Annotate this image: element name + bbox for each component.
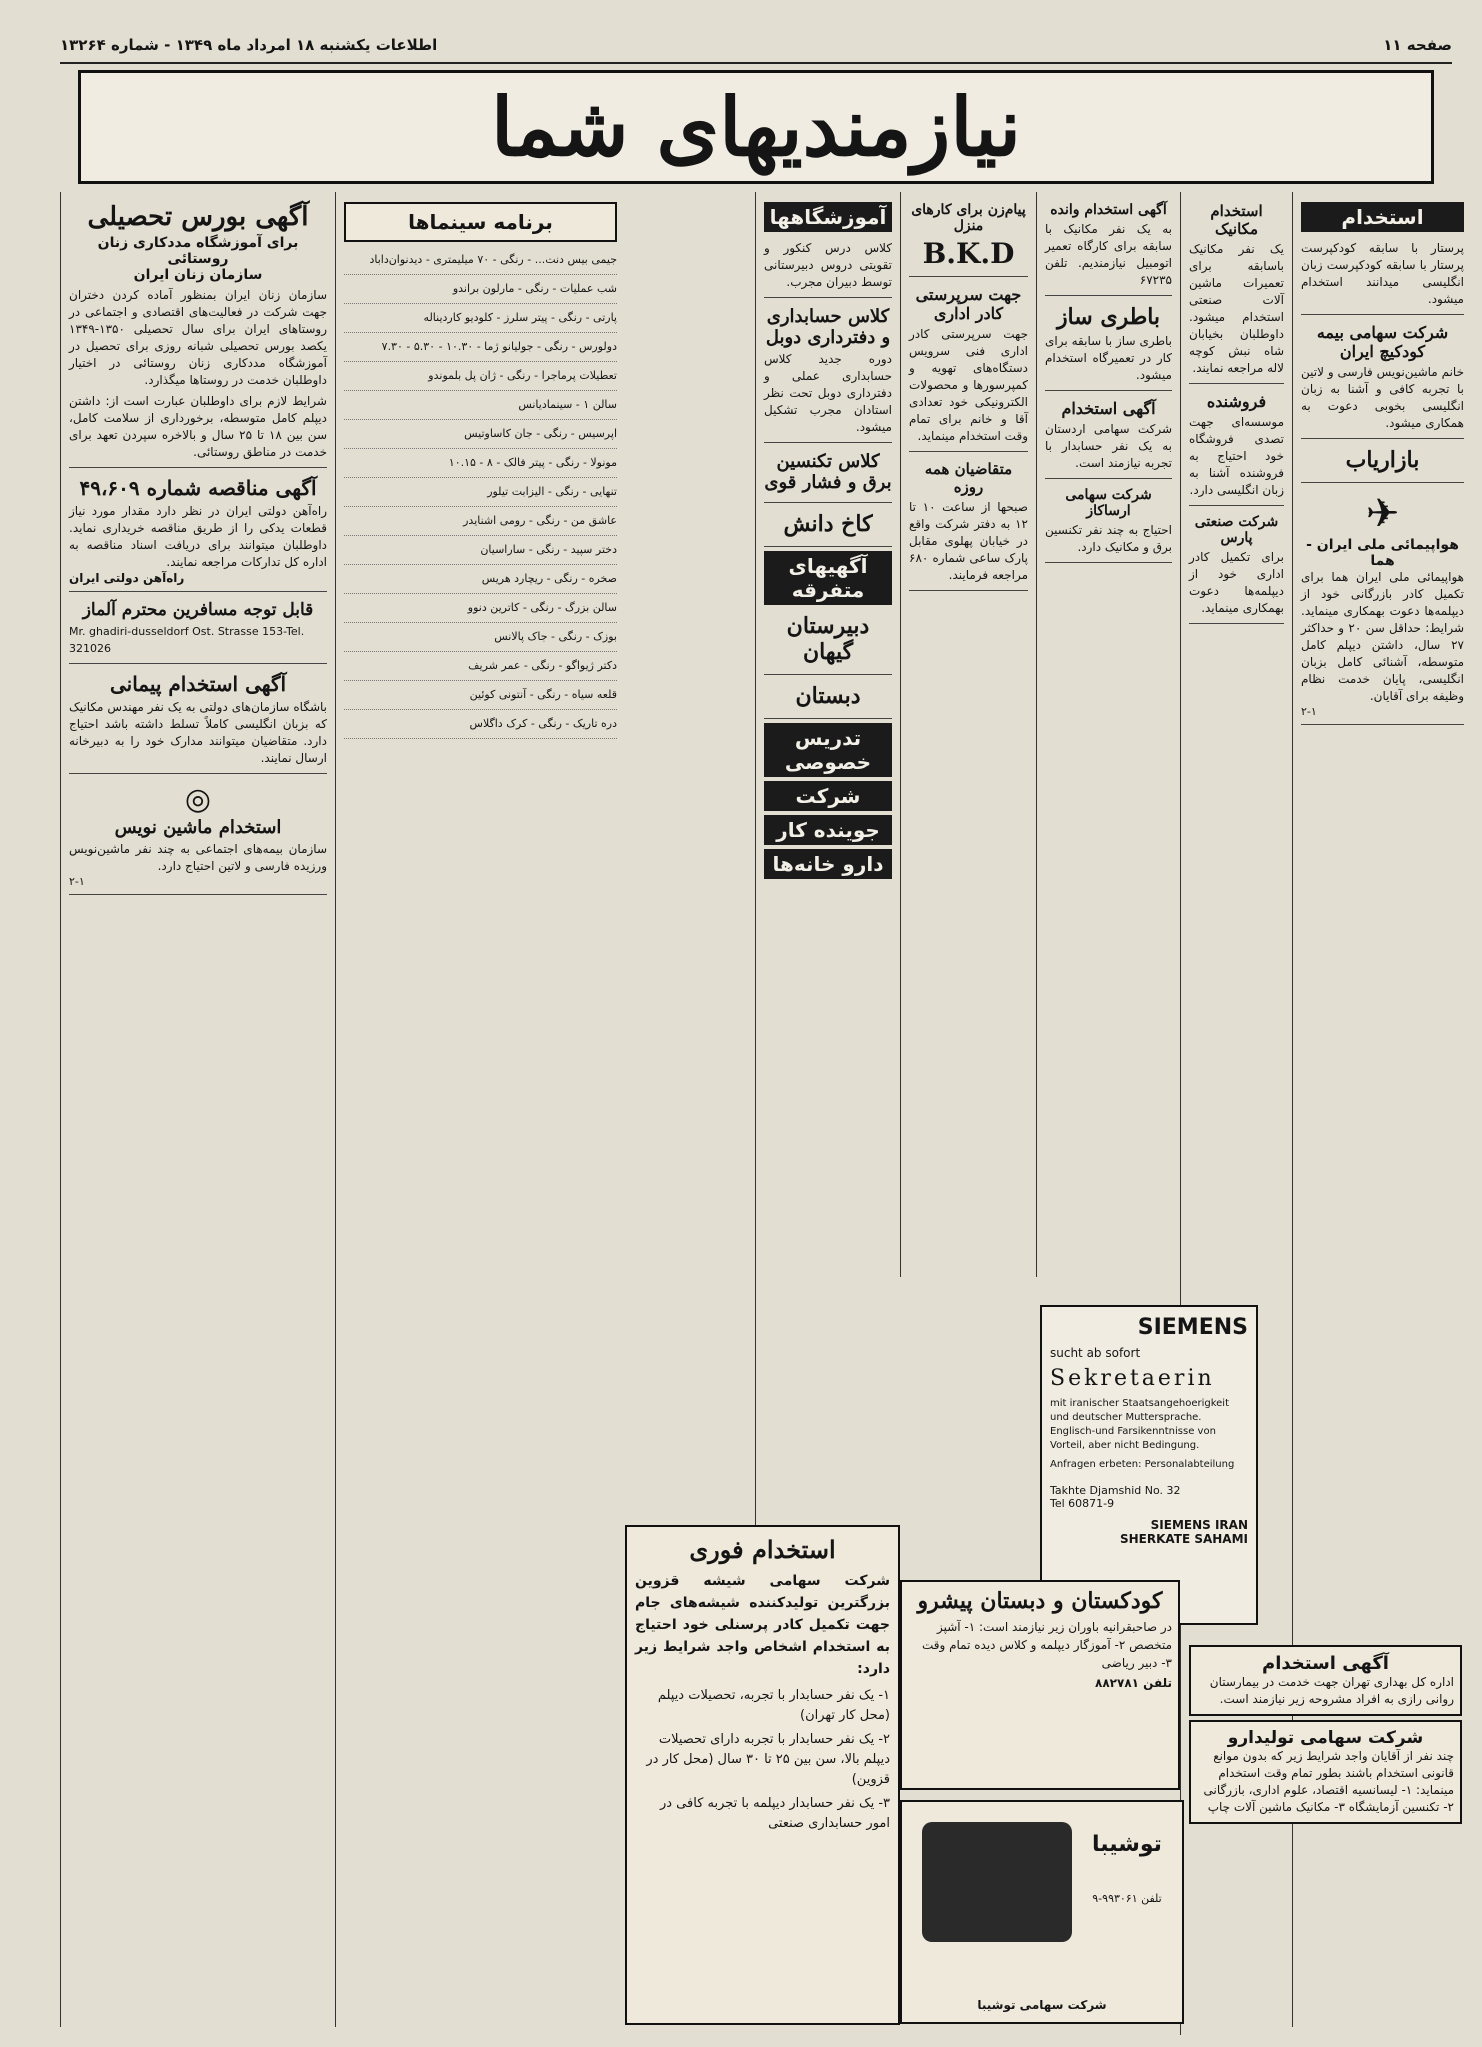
- contract-hiring-ad: آگهی استخدام پیمانی باشگاه سازمان‌های دولتی به یک نفر مهندس مکانیک که بزبان انگلیسی کاملاً تسلط داشته باشد احتیاج دارد. متقاضیان میتوانند مدارک خود را به دبیرخانه ارسال نمایند.: [69, 668, 327, 774]
- col4-ad-3: متقاضیان همه روزه صبحها از ساعت ۱۰ تا ۱۲ به دفتر شرکت واقع در خیابان پهلوی مقابل پارک ساعی شماره ۶۸۰ مراجعه فرمایند.: [909, 456, 1028, 591]
- col5-ad-4: کاخ دانش: [764, 507, 892, 547]
- tv-screen-icon: [922, 1822, 1072, 1942]
- cinema-listing: دولورس - رنگی - جولیانو ژما - ۱۰.۳۰ - ۵.۳۰ - ۷.۳۰: [344, 333, 617, 362]
- cinema-listing: جیمی بیس دنت... - رنگی - ۷۰ میلیمتری - دیدنوان‌داباد: [344, 246, 617, 275]
- urgent-hiring-list: [635, 1686, 890, 1834]
- col5-head-11: دارو خانه‌ها: [764, 849, 892, 879]
- col5-head-1: آموزشگاهها: [764, 202, 892, 232]
- homa-ad: ✈ هواپیمائی ملی ایران - هما هواپیمائی ملی ایران هما برای تکمیل کادر بازرگانی خود از دیپلمه‌ها دعوت بهمکاری مینماید. شرایط: حداقل سن ۲۰ و حداکثر ۲۷ سال، داشتن دیپلم کامل متوسطه، آشنائی کامل بزبان انگلیسی، پایان خدمت نظام وظیفه برای آقایان. ۲-۱: [1301, 487, 1464, 725]
- family-emblem-icon: ◎: [184, 782, 212, 817]
- column-4: [900, 192, 1036, 1277]
- col3-ad-3: آگهی استخدام شرکت سهامی اردستان به یک نفر حسابدار با تجربه نیازمند است.: [1045, 395, 1172, 479]
- col5-ad-6: دبیرستان گیهان: [764, 609, 892, 675]
- cinema-program-head: برنامه سینماها: [344, 202, 617, 242]
- column-7: [60, 192, 335, 2027]
- cinema-column: [335, 192, 625, 2027]
- page-header: [60, 28, 1452, 64]
- scholarship-ad: آگهی بورس تحصیلی برای آموزشگاه مددکاری زنان روستائی سازمان زنان ایران سازمان زنان ایران بمنظور آماده کردن دختران جهت شرکت در فعالیت‌های اقتصادی و اجتماعی در روستاهای ایران برای سال تحصیلی ۱۳۵۰-۱۳۴۹ یکصد بورس تحصیلی شبانه روزی برای تحصیل در آموزشگاه مددکاری زنان روستائی در اختیار داوطلبان خدمت در روستاها میگذارد. شرایط لازم برای داوطلبان عبارت است از: داشتن دیپلم کامل متوسطه، برخورداری از سلامت کامل، سن بین ۱۸ تا ۲۵ سال و بالاخره سپردن تعهد برای خدمت در مناطق روستائی.: [69, 198, 327, 468]
- col1-head: استخدام: [1301, 202, 1464, 232]
- tender-ad: آگهی مناقصه شماره ۴۹،۶۰۹ راه‌آهن دولتی ایران در نظر دارد مقدار مورد نیاز قطعات یدکی را از طریق مناقصه خریداری نماید. داوطلبان میتوانند برای دریافت اسناد مناقصه به اداره کل تدارکات مراجعه نمایند. راه‌آهن دولتی ایران: [69, 472, 327, 592]
- col3-ad-1: آگهی استخدام وانده به یک نفر مکانیک با سابقه برای کارگاه تعمیر اتومبیل نیازمندیم. تلفن ۶۷۲۳۵: [1045, 198, 1172, 296]
- col1-ad-3: بازاریاب: [1301, 443, 1464, 483]
- page-number: صفحه ۱۱: [1383, 36, 1452, 54]
- col5-head-10: جوینده کار: [764, 815, 892, 845]
- col2-ad-2: فروشنده موسسه‌ای جهت تصدی فروشگاه خود احتیاج به فروشنده آشنا به زبان انگلیسی دارد.: [1189, 388, 1284, 506]
- col5-ad-3: کلاس تکنسین برق و فشار قوی: [764, 447, 892, 503]
- cinema-listing: دکتر ژیواگو - رنگی - عمر شریف: [344, 652, 617, 681]
- cinema-listing: عاشق من - رنگی - رومی اشنایدر: [344, 507, 617, 536]
- hygiene-hiring-ad: آگهی استخدام اداره کل بهداری تهران جهت خدمت در بیمارستان روانی رازی به افراد مشروحه زیر نیازمند است.: [1189, 1645, 1462, 1716]
- cinema-listing: صخره - رنگی - ریچارد هریس: [344, 565, 617, 594]
- cinema-listing: قلعه سیاه - رنگی - آنتونی کوئین: [344, 681, 617, 710]
- col5-head-9: شرکت: [764, 781, 892, 811]
- almaz-ad: قابل توجه مسافرین محترم آلماز Mr. ghadiri-dusseldorf Ost. Strasse 153-Tel. 321026: [69, 596, 327, 664]
- bkd-logo: B.K.D: [922, 237, 1015, 270]
- urgent-list-item: ۳- یک نفر حسابدار دیپلمه با تجربه کافی در امور حسابداری صنعتی: [659, 1796, 890, 1831]
- column-3: [1036, 192, 1180, 1277]
- col3-ad-4: شرکت سهامی ارساکاز احتیاج به چند نفر تکنسین برق و مکانیک دارد.: [1045, 483, 1172, 563]
- cinema-listing: بوزک - رنگی - جاک پالانس: [344, 623, 617, 652]
- col5-head-8: تدریس خصوصی: [764, 723, 892, 777]
- cinema-listing: پارتی - رنگی - پیتر سلرز - کلودیو کاردیناله: [344, 304, 617, 333]
- banner-title: نیازمندیهای شما: [490, 80, 1022, 174]
- cinema-listing: سالن ۱ - سینمادیانس: [344, 391, 617, 420]
- kindergarten-ad: کودکستان و دبستان پیشرو در صاحبقرانیه باوران زیر نیازمند است: ۱- آشپز متخصص ۲- آموزگار دیپلمه و کلاس دیده تمام وقت ۳- دبیر ریاضی تلفن ۸۸۲۷۸۱: [900, 1580, 1180, 1790]
- col2-ad-1: استخدام مکانیک یک نفر مکانیک باسابقه برای تعمیرات ماشین آلات صنعتی استخدام میشود. داوطلبان بخیابان شاه نبش کوچه لاله مراجعه نمایند.: [1189, 198, 1284, 384]
- homa-logo-icon: ✈: [1365, 491, 1400, 537]
- col5-head-5: آگهیهای متفرقه: [764, 551, 892, 605]
- cinema-listing: تنهایی - رنگی - الیزابت تیلور: [344, 478, 617, 507]
- col5-ad-2: کلاس حسابداری و دفترداری دوبل دوره جدید کلاس حسابداری عملی و دفترداری دوبل تحت نظر استادان مجرب تشکیل میشود.: [764, 302, 892, 443]
- classifieds-banner: [78, 70, 1434, 184]
- col1-ad-1: پرستار با سابقه کودکپرست پرستار با سابقه کودکپرست زبان انگلیسی میدانند استخدام میشود.: [1301, 236, 1464, 315]
- cinema-listing: دره تاریک - رنگی - کرک داگلاس: [344, 710, 617, 739]
- bottom-right-block: [1180, 1635, 1470, 2035]
- cinema-listings: [344, 246, 617, 739]
- col4-ad-1: پیام‌زن برای کارهای منزل B.K.D: [909, 198, 1028, 277]
- col2-ad-3: شرکت صنعتی پارس برای تکمیل کادر اداری خود از دیپلمه‌ها دعوت بهمکاری مینماید.: [1189, 510, 1284, 624]
- cinema-listing: سالن بزرگ - رنگی - کاترین دنوو: [344, 594, 617, 623]
- cinema-listing: اپرسیس - رنگی - جان کاساوتیس: [344, 420, 617, 449]
- urgent-hiring-ad: استخدام فوری شرکت سهامی شیشه قزوین بزرگترین تولیدکننده شیشه‌های جام جهت تکمیل کادر پرسنلی خود احتیاج به استخدام اشخاص واجد شرایط زیر دارد: ۱- یک نفر حسابدار با تجربه، تحصیلات دیپلم (محل کار تهران) ۲- یک نفر حسابدار با تجربه دارای تحصیلات دیپلم بالا، سن بین ۲۵ تا ۳۰ سال (محل کار در قزوین) ۳- یک نفر حسابدار دیپلمه با تجربه کافی در امور حسابداری صنعتی: [625, 1525, 900, 2025]
- cinema-listing: تعطیلات پرماجرا - رنگی - ژان پل بلموندو: [344, 362, 617, 391]
- typist-ad: ◎ استخدام ماشین نویس سازمان بیمه‌های اجتماعی به چند نفر ماشین‌نویس ورزیده فارسی و لاتین احتیاج دارد. ۲-۱: [69, 778, 327, 895]
- cinema-listing: دختر سپید - رنگی - ساراسیان: [344, 536, 617, 565]
- cinema-listing: شب عملیات - رنگی - مارلون براندو: [344, 275, 617, 304]
- siemens-brand: SIEMENS: [1137, 1315, 1248, 1340]
- col5-ad-1: کلاس درس کنکور و تقویتی دروس دبیرستانی توسط دبیران مجرب.: [764, 236, 892, 298]
- siemens-ad: SIEMENS sucht ab sofort Sekretaerin mit iranischer Staatsangehoerigkeit und deutscher Muttersprache. Englisch-und Farsikenntnisse von Vorteil, aber nicht Bedingung. Anfragen erbeten: Personalabteilung Takhte Djamshid No. 32 Tel 60871-9 SIEMENS IRAN SHERKATE SAHAMI: [1040, 1305, 1258, 1625]
- col4-ad-2: جهت سرپرستی کادر اداری جهت سرپرستی کادر اداری فنی سرویس دستگاه‌های تهویه و کمپرسورها و محصولات الکترونیکی خود تعدادی آقا و خانم برای تمام وقت استخدام مینماید.: [909, 281, 1028, 452]
- issue-line: اطلاعات یکشنبه ۱۸ امرداد ماه ۱۳۴۹ - شماره ۱۳۲۶۴: [60, 36, 438, 54]
- col1-ad-2: شرکت سهامی بیمه کودکیچ ایران خانم ماشین‌نویس فارسی و لاتین با تجربه کافی و آشنا به زبان انگلیسی بخوبی دعوت به همکاری میشود.: [1301, 319, 1464, 439]
- toshiba-ad: توشیبا تلفن ۹۹۳۰۶۱-۹ شرکت سهامی توشیبا: [900, 1800, 1184, 2024]
- column-5: [755, 192, 900, 1527]
- cinema-listing: مونولا - رنگی - پیتر فالک - ۸ - ۱۰.۱۵: [344, 449, 617, 478]
- col3-ad-2: باطری ساز باطری ساز با سابقه برای کار در تعمیرگاه استخدام میشود.: [1045, 300, 1172, 391]
- toulidaru-ad: شرکت سهامی تولیدارو چند نفر از آقایان واجد شرایط زیر که بدون موانع قانونی استخدام باشند بطور تمام وقت استخدام مینماید: ۱- لیسانسیه اقتصاد، علوم اداری، بازرگانی ۲- تکنسین آزمایشگاه ۳- مکانیک ماشین آلات چاپ: [1189, 1720, 1462, 1824]
- col5-ad-7: دبستان: [764, 679, 892, 719]
- urgent-list-item: ۱- یک نفر حسابدار با تجربه، تحصیلات دیپلم (محل کار تهران): [657, 1688, 890, 1723]
- urgent-list-item: ۲- یک نفر حسابدار با تجربه دارای تحصیلات دیپلم بالا، سن بین ۲۵ تا ۳۰ سال (محل کار در قزوین): [646, 1732, 890, 1787]
